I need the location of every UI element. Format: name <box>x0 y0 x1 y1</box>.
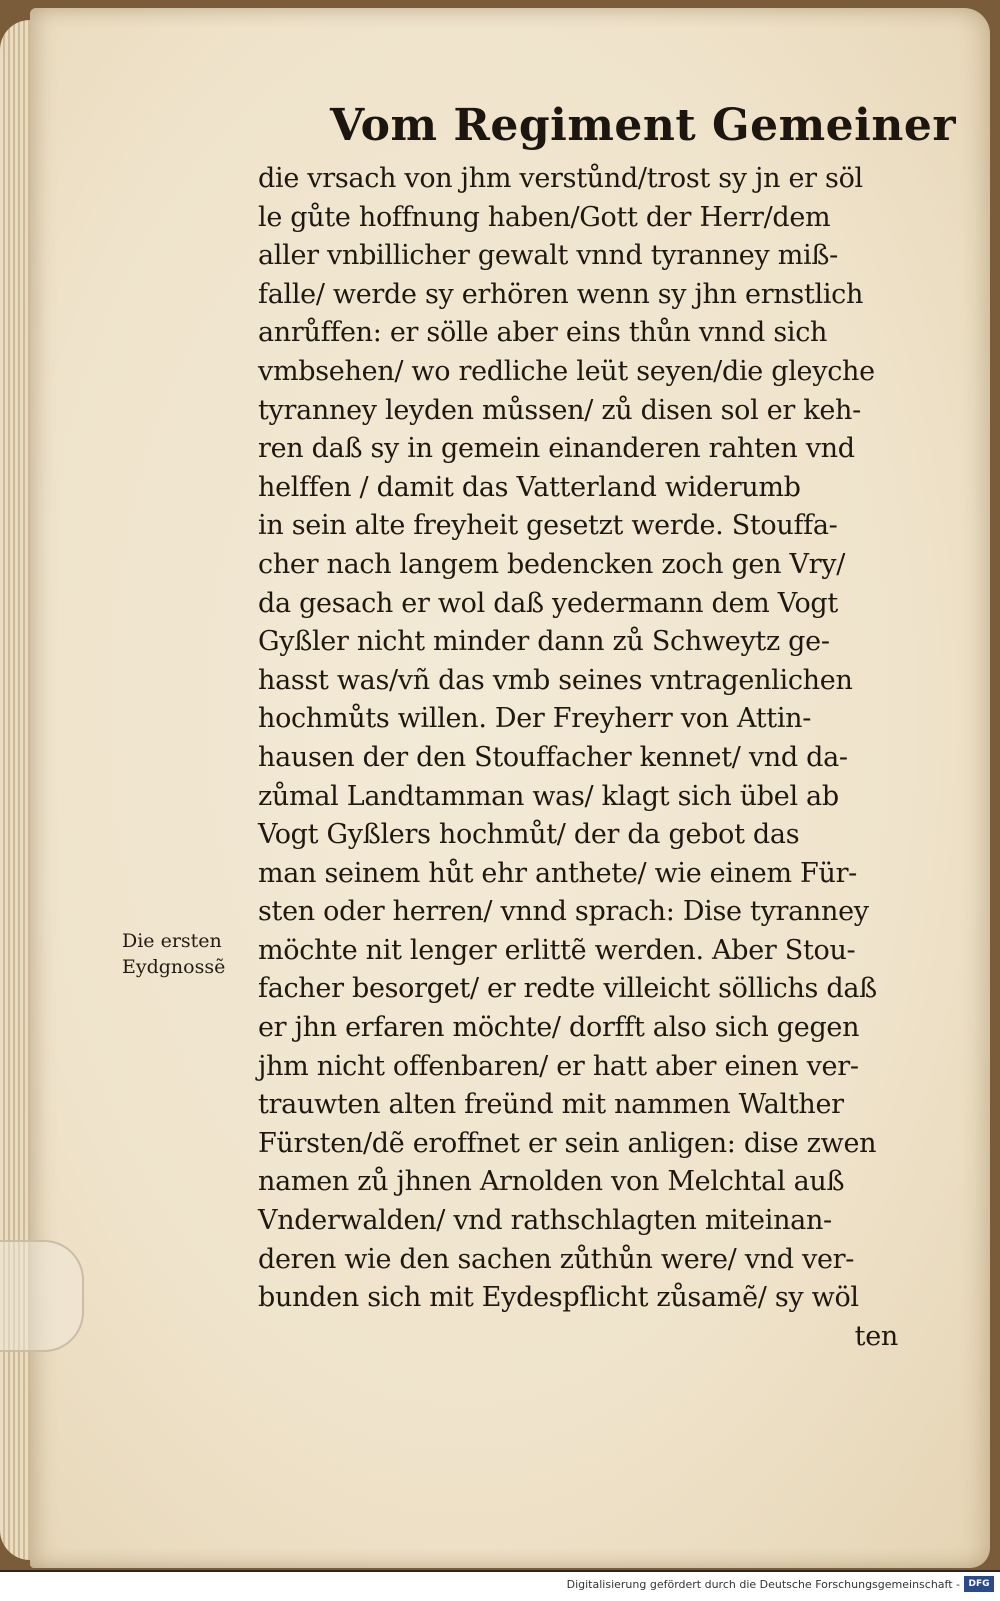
text-line: anrůffen: er sölle aber eins thůn vnnd sich <box>258 317 828 349</box>
body-text <box>258 160 938 1356</box>
text-line: ren daß sy in gemein einanderen rahten vnd <box>258 433 855 465</box>
text-line: hausen der den Stouffacher kennet/ vnd da- <box>258 741 848 773</box>
text-line: deren wie den sachen zůthůn were/ vnd ver- <box>258 1243 855 1275</box>
text-line: zůmal Landtamman was/ klagt sich übel ab <box>258 780 839 812</box>
text-line: tyranney leyden můssen/ zů disen sol er keh- <box>258 394 861 426</box>
dfg-logo: DFG <box>964 1576 994 1592</box>
text-line: trauwten alten freünd mit nammen Walther <box>258 1089 844 1121</box>
text-line: cher nach langem bedencken zoch gen Vry/ <box>258 548 846 580</box>
text-line: man seinem hůt ehr anthete/ wie einem Für- <box>258 857 858 889</box>
footer-credit: Digitalisierung gefördert durch die Deutsche Forschungsgemeinschaft - <box>566 1578 960 1591</box>
text-line: Fürsten/dẽ eroffnet er sein anligen: dise zwen <box>258 1127 877 1159</box>
text-line: hochmůts willen. Der Freyherr von Attin- <box>258 703 812 735</box>
running-head: Vom Regiment Gemeiner <box>330 100 957 151</box>
text-line: aller vnbillicher gewalt vnnd tyranney miß- <box>258 240 838 272</box>
text-line: Vogt Gyßlers hochmůt/ der da gebot das <box>258 819 800 851</box>
marginal-note <box>122 928 252 980</box>
catchword-line: ten <box>854 1320 898 1352</box>
text-line: namen zů jhnen Arnolden von Melchtal auß <box>258 1166 845 1198</box>
text-line: vmbsehen/ wo redliche leüt seyen/die gleyche <box>258 355 875 387</box>
text-line: in sein alte freyheit gesetzt werde. Stouffa- <box>258 510 838 542</box>
text-line: falle/ werde sy erhören wenn sy jhn ernstlich <box>258 278 864 310</box>
text-line: bunden sich mit Eydespflicht zůsamẽ/ sy wöl <box>258 1282 859 1314</box>
text-line: er jhn erfaren möchte/ dorfft also sich gegen <box>258 1012 860 1044</box>
marginal-note-line: Die ersten <box>122 930 222 952</box>
text-line: sten oder herren/ vnnd sprach: Dise tyranney <box>258 896 869 928</box>
marginal-note-line: Eydgnossẽ <box>122 956 226 978</box>
text-line: jhm nicht offenbaren/ er hatt aber einen ver- <box>258 1050 859 1082</box>
text-line: da gesach er wol daß yedermann dem Vogt <box>258 587 838 619</box>
page-tab-marker <box>0 1240 84 1352</box>
text-line: le gůte hoffnung haben/Gott der Herr/dem <box>258 201 831 233</box>
text-line: Gyßler nicht minder dann zů Schweytz ge- <box>258 626 830 658</box>
text-line: hasst was/vñ das vmb seines vntragenlichen <box>258 664 853 696</box>
text-line: helffen / damit das Vatterland widerumb <box>258 471 801 503</box>
text-line: die vrsach von jhm verstůnd/trost sy jn er söl <box>258 163 863 194</box>
text-line: Vnderwalden/ vnd rathschlagten miteinan- <box>258 1205 832 1237</box>
text-line: facher besorget/ er redte villeicht söllichs daß <box>258 973 877 1005</box>
text-line: möchte nit lenger erlittẽ werden. Aber Stou- <box>258 934 856 966</box>
